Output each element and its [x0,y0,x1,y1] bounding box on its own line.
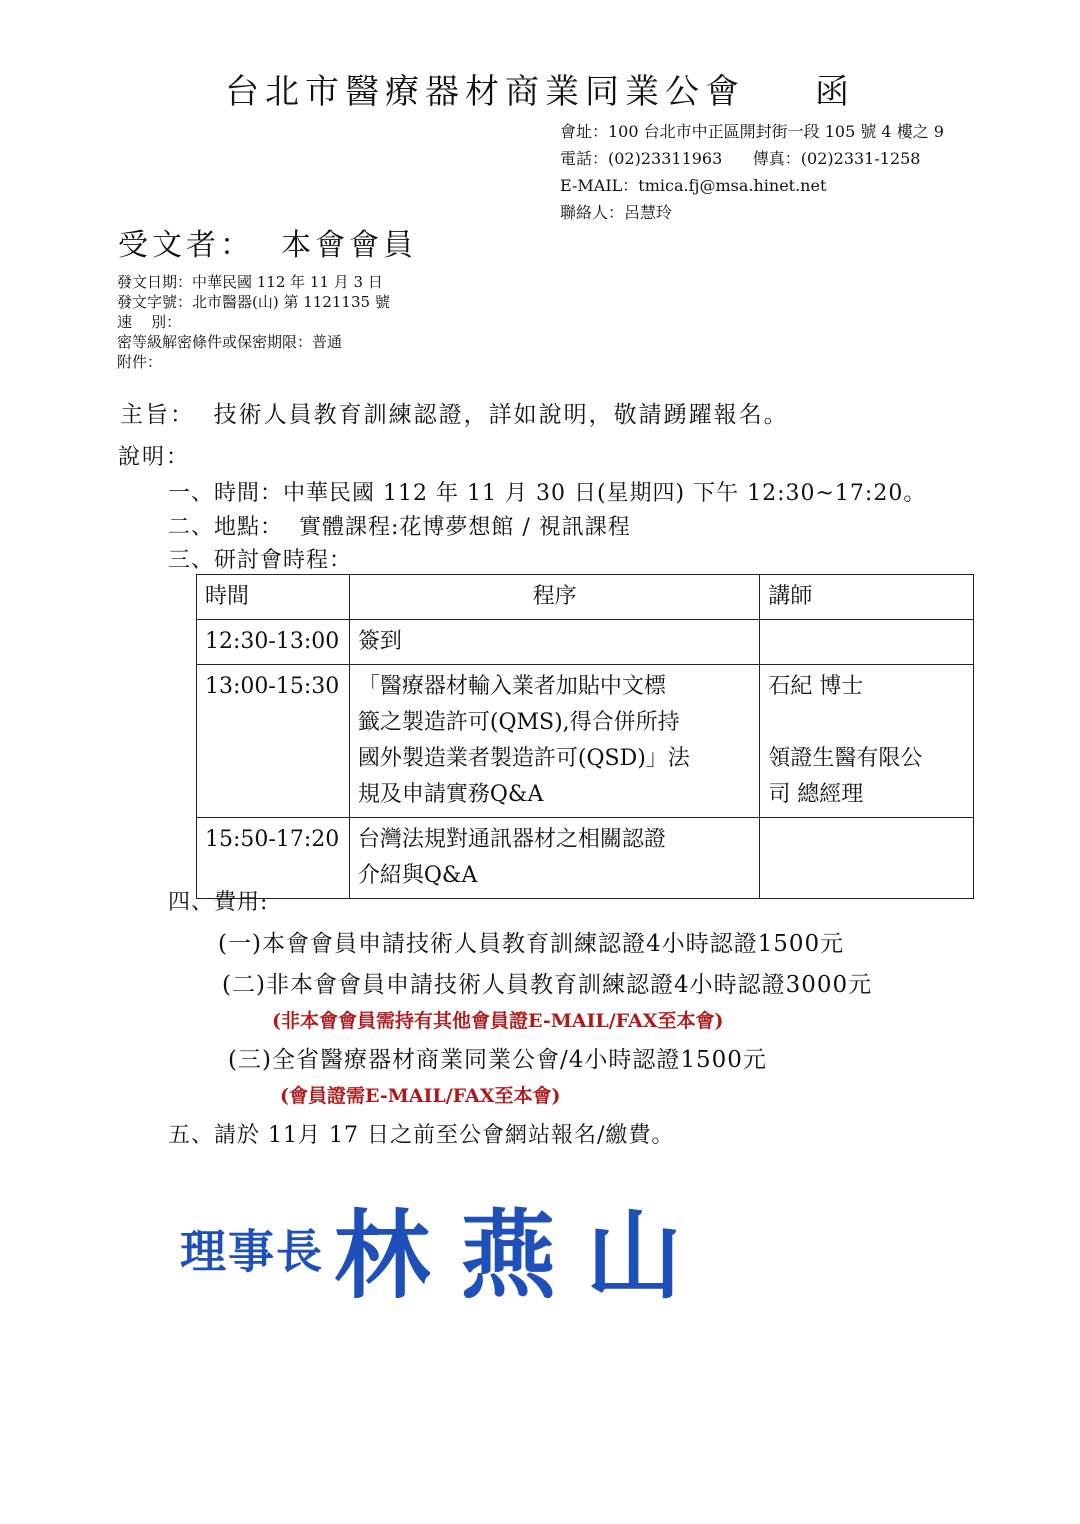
row-speaker [760,818,974,899]
subject: 主旨： 技術人員教育訓練認證，詳如說明，敬請踴躍報名。 [120,402,789,428]
row-speaker [760,620,974,665]
row-program [349,620,759,665]
contact-person: 聯絡人：呂慧玲 [560,203,673,222]
program-line: 國外製造業者製造許可(QSD)」法 [357,746,690,771]
row-program [349,665,759,818]
header-program: 程序 [349,575,759,620]
row-speaker [760,665,974,818]
item-time: 一、時間：中華民國 112 年 11 月 30 日(星期四) 下午 12:30~17:20。 [168,481,927,506]
doc-type: 函 [815,72,855,112]
issue-date: 發文日期：中華民國 112 年 11 月 3 日 [117,273,383,291]
program-line: 介紹與Q&A [357,863,478,888]
doc-number: 發文字號：北市醫器(山) 第 1121135 號 [117,293,390,311]
fee-non-members-note: (非本會會員需持有其他會員證E-MAIL/FAX至本會) [272,1010,724,1032]
fee-non-members: (二)非本會會員申請技術人員教育訓練認證4小時認證3000元 [222,972,873,998]
header-time: 時間 [197,575,350,620]
row-time: 12:30-13:00 [197,620,350,665]
header-speaker: 講師 [760,575,974,620]
table-row [197,818,974,899]
program-line: 規及申請實務Q&A [357,782,544,807]
fee-province-note: (會員證需E-MAIL/FAX至本會) [280,1085,561,1107]
fee-members: (一)本會會員申請技術人員教育訓練認證4小時認證1500元 [218,931,845,957]
document-title [0,64,1080,113]
item-place: 二、地點： 實體課程:花博夢想館 / 視訊課程 [168,515,631,540]
chairman-signature-stamp [180,1180,712,1317]
org-title: 台北市醫療器材商業同業公會 [225,72,745,112]
speaker-line: 石紀 博士 [768,674,864,699]
row-time: 13:00-15:30 [197,665,350,818]
speaker-line: 領證生醫有限公 [768,746,923,771]
signature-title: 理事長 [180,1224,324,1279]
table-row [197,665,974,818]
row-program [349,818,759,899]
program-line: 簽到 [357,629,402,654]
program-line: 「醫療器材輸入業者加貼中文標 [357,674,666,699]
recipient: 受文者： 本會會員 [118,228,418,263]
attachment: 附件： [117,353,163,371]
row-time: 15:50-17:20 [197,818,350,899]
program-line: 台灣法規對通訊器材之相關認證 [357,827,666,852]
explain-label: 說明： [118,445,191,470]
security-level: 密等級解密條件或保密期限：普通 [117,333,343,351]
fee-province: (三)全省醫療器材商業同業公會/4小時認證1500元 [228,1047,767,1073]
item-deadline: 五、請於 11月 17 日之前至公會網站報名/繳費。 [168,1123,675,1148]
contact-address: 會址：100 台北市中正區開封街一段 105 號 4 樓之 9 [560,122,944,141]
contact-email: E-MAIL：tmica.fj@msa.hinet.net [560,176,827,195]
table-header-row [197,575,974,620]
contact-phone-fax: 電話：(02)23311963 傳真：(02)2331-1258 [560,149,921,168]
schedule-table [196,574,974,899]
speed-class: 速 別： [117,313,182,331]
speaker-line: 司 總經理 [768,782,864,807]
speaker-line [768,705,965,741]
signature-name: 林燕山 [334,1199,712,1312]
table-row [197,620,974,665]
item-schedule-label: 三、研討會時程： [168,548,353,573]
program-line: 籤之製造許可(QMS),得合併所持 [357,710,680,735]
item-fee-label: 四、費用: [168,890,269,915]
